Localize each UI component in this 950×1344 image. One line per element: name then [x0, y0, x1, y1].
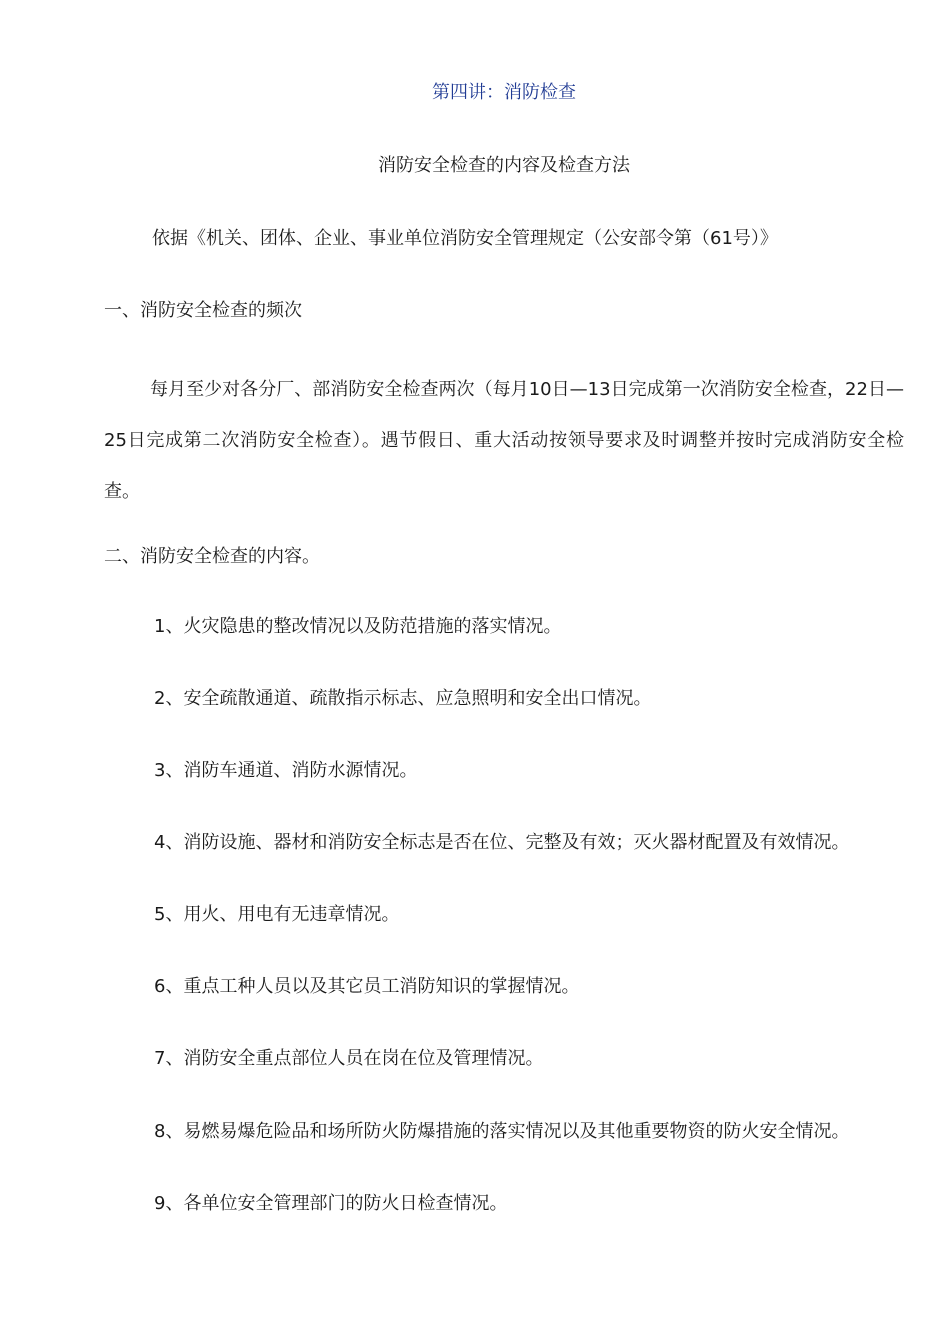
list-item: 4、消防设施、器材和消防安全标志是否在位、完整及有效；灭火器材配置及有效情况。: [154, 832, 850, 853]
list-item: 3、消防车通道、消防水源情况。: [154, 760, 418, 781]
page-title: 第四讲：消防检查: [432, 82, 576, 103]
list-item: 8、易燃易爆危险品和场所防火防爆措施的落实情况以及其他重要物资的防火安全情况。: [154, 1121, 850, 1142]
list-item: 9、各单位安全管理部门的防火日检查情况。: [154, 1193, 508, 1214]
regulation-basis: 依据《机关、团体、企业、事业单位消防安全管理规定（公安部令第（61号）》: [152, 228, 778, 249]
section-heading-content: 二、消防安全检查的内容。: [104, 546, 320, 567]
section-heading-frequency: 一、消防安全检查的频次: [104, 300, 302, 321]
frequency-paragraph: 每月至少对各分厂、部消防安全检查两次（每月10日—13日完成第一次消防安全检查，22日—25日完成第二次消防安全检查）。遇节假日、重大活动按领导要求及时调整并按时完成消防安全检查。: [104, 379, 904, 502]
list-item: 6、重点工种人员以及其它员工消防知识的掌握情况。: [154, 976, 580, 997]
list-item: 1、火灾隐患的整改情况以及防范措施的落实情况。: [154, 616, 562, 637]
subtitle: 消防安全检查的内容及检查方法: [378, 155, 630, 176]
list-item: 2、安全疏散通道、疏散指示标志、应急照明和安全出口情况。: [154, 688, 652, 709]
list-item: 5、用火、用电有无违章情况。: [154, 904, 400, 925]
list-item: 7、消防安全重点部位人员在岗在位及管理情况。: [154, 1048, 544, 1069]
